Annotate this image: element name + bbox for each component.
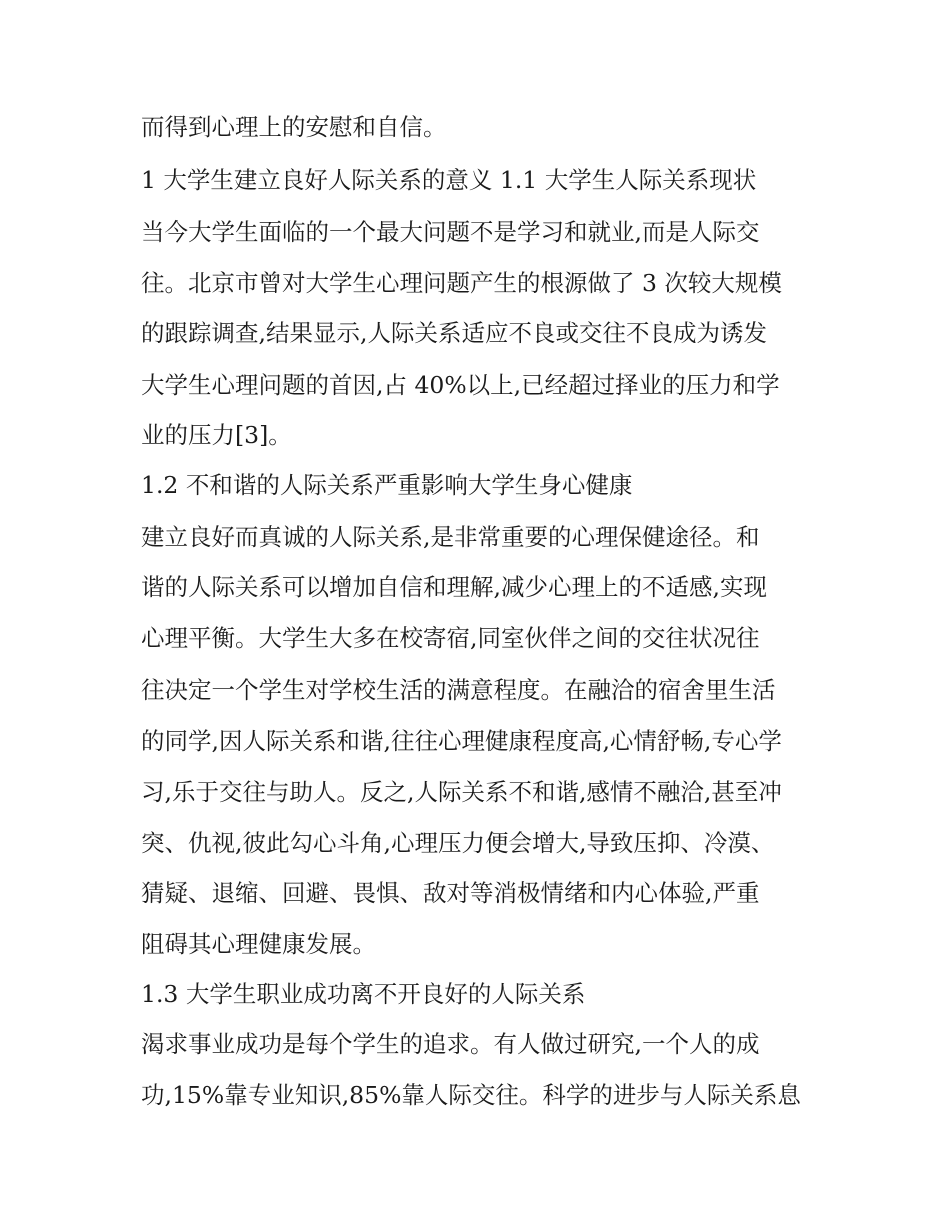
text-line: 大学生心理问题的首因,占 40%以上,已经超过择业的压力和学 <box>141 371 780 399</box>
text-line: 功,15%靠专业知识,85%靠人际交往。科学的进步与人际关系息 <box>141 1081 801 1109</box>
text-line: 建立良好而真诚的人际关系,是非常重要的心理保健途径。和 <box>141 523 760 551</box>
text-line: 阻碍其心理健康发展。 <box>141 930 376 958</box>
text-line: 心理平衡。大学生大多在校寄宿,同室伙伴之间的交往状况往 <box>141 624 760 652</box>
text-line: 而得到心理上的安慰和自信。 <box>141 113 447 141</box>
text-line: 的同学,因人际关系和谐,往往心理健康程度高,心情舒畅,专心学 <box>141 727 782 755</box>
text-line: 猜疑、退缩、回避、畏惧、敌对等消极情绪和内心体验,严重 <box>141 879 760 907</box>
text-line: 突、仇视,彼此勾心斗角,心理压力便会增大,导致压抑、冷漠、 <box>141 829 775 857</box>
text-line: 谐的人际关系可以增加自信和理解,减少心理上的不适感,实现 <box>141 573 767 601</box>
text-line: 渴求事业成功是每个学生的追求。有人做过研究,一个人的成 <box>141 1030 760 1058</box>
text-line: 业的压力[3]。 <box>141 421 292 449</box>
text-line: 往决定一个学生对学校生活的满意程度。在融洽的宿舍里生活 <box>141 676 776 704</box>
text-line: 习,乐于交往与助人。反之,人际关系不和谐,感情不融洽,甚至冲 <box>141 778 782 806</box>
section-heading-1-2: 1.2 不和谐的人际关系严重影响大学生身心健康 <box>141 471 633 499</box>
section-heading-1-3: 1.3 大学生职业成功离不开良好的人际关系 <box>141 980 586 1008</box>
section-heading-1: 1 大学生建立良好人际关系的意义 1.1 大学生人际关系现状 <box>141 166 757 194</box>
text-line: 当今大学生面临的一个最大问题不是学习和就业,而是人际交 <box>141 218 760 246</box>
text-line: 的跟踪调查,结果显示,人际关系适应不良或交往不良成为诱发 <box>141 319 767 347</box>
text-line: 往。北京市曾对大学生心理问题产生的根源做了 3 次较大规模 <box>141 269 782 297</box>
